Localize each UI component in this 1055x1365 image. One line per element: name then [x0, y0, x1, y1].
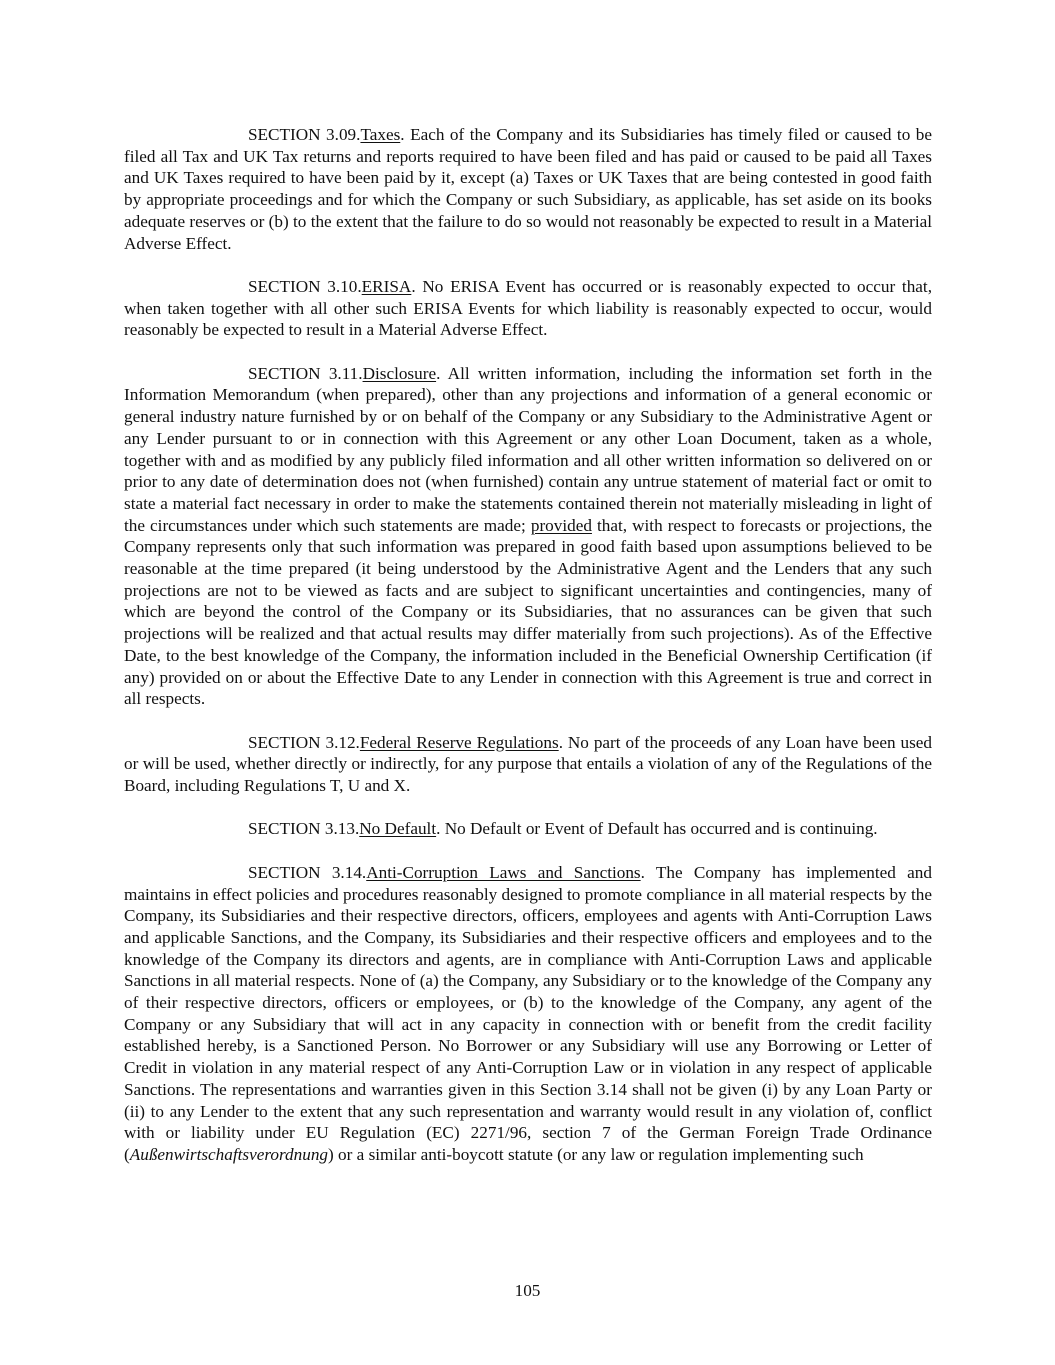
section-3-10	[124, 276, 932, 341]
defined-term-provided: provided	[530, 515, 592, 535]
section-number: SECTION 3.11.	[248, 363, 363, 383]
section-3-12	[124, 732, 932, 797]
section-3-11	[124, 363, 932, 710]
section-heading: Federal Reserve Regulations	[359, 732, 559, 752]
section-number: SECTION 3.13.	[248, 819, 360, 839]
section-body: . No Default or Event of Default has occurred and is continuing.	[436, 819, 878, 839]
section-heading: Disclosure	[362, 363, 437, 383]
section-body: . The Company has implemented and maintains in effect policies and procedures reasonably designed to promote compliance in all material respects by the Company, its Subsidiaries and their respective directors, officers, employees and agents with Anti-Corruption Laws and applicable Sanctions, and the Company, its Subsidiaries and their respective officers and employees and to the knowledge of the Company its directors and agents, are in compliance with Anti-Corruption Laws and applicable Sanctions in all material respects. None of (a) the Company, any Subsidiary or to the knowledge of the Company any of their respective directors, officers or employees, or (b) to the knowledge of the Company, any agent of the Company or any Subsidiary that will act in any capacity in connection with or benefit from the credit facility established hereby, is a Sanctioned Person. No Borrower or any Subsidiary will use any Borrowing or Letter of Credit in violation in any material respect of any Anti-Corruption Law or in violation in any respect of applicable Sanctions. The representations and warranties given in this Section 3.14 shall not be given (i) by any Loan Party or (ii) to any Lender to the extent that any such representation and warranty would result in any violation of, conflict with or liability under EU Regulation (EC) 2271/96, section 7 of the German Foreign Trade Ordinance (	[124, 862, 932, 1164]
section-3-13	[124, 818, 932, 840]
section-body-continued: ) or a similar anti-boycott statute (or any law or regulation implementing such	[328, 1144, 864, 1164]
document-page	[124, 124, 932, 1187]
section-body: . No part of the proceeds of any Loan have been used or will be used, whether directly or indirectly, for any purpose that entails a violation of any of the Regulations of the Board, including Regulations T, U and X.	[124, 732, 932, 796]
page-number: 105	[514, 1281, 541, 1300]
section-body: . All written information, including the information set forth in the Information Memorandum (when prepared), other than any projections and information of a general economic or general industry nature furnished by or on behalf of the Company or any Subsidiary to the Administrative Agent or any Lender pursuant to or in connection with this Agreement or any other Loan Document, taken as a whole, together with and as modified by any publicly filed information and all other written information so delivered on or prior to any date of determination does not (when furnished) contain any untrue statement of material fact or omit to state a material fact necessary in order to make the statements contained therein not materially misleading in light of the circumstances under which such statements are made;	[124, 363, 932, 535]
section-heading: No Default	[359, 819, 437, 839]
section-number: SECTION 3.09.	[248, 125, 361, 144]
section-3-09	[124, 124, 932, 254]
section-number: SECTION 3.10.	[248, 276, 362, 296]
section-heading: Taxes	[360, 125, 401, 144]
section-body: . No ERISA Event has occurred or is reasonably expected to occur that, when taken together with all other such ERISA Events for which liability is reasonably expected to occur, would reasonably be expected to result in a Material Adverse Effect.	[124, 276, 932, 340]
section-number: SECTION 3.12.	[248, 732, 360, 752]
section-body-continued: that, with respect to forecasts or projections, the Company represents only that such information was prepared in good faith based upon assumptions believed to be reasonable at the time prepared (it being understood by the Administrative Agent and the Lenders that any such projections are not to be viewed as facts and are subject to significant uncertainties and contingencies, many of which are beyond the control of the Company or its Subsidiaries, that no assurances can be given that such projections will be realized and that actual results may differ materially from such projections). As of the Effective Date, to the best knowledge of the Company, the information included in the Beneficial Ownership Certification (if any) provided on or about the Effective Date to any Lender in connection with this Agreement is true and correct in all respects.	[124, 515, 932, 709]
section-number: SECTION 3.14.	[248, 862, 367, 882]
section-3-14	[124, 862, 932, 1166]
italic-term: Außenwirtschaftsverordnung	[129, 1144, 329, 1164]
section-body: . Each of the Company and its Subsidiaries has timely filed or caused to be filed all Tax and UK Tax returns and reports required to have been filed and has paid or caused to be paid all Taxes and UK Taxes required to have been paid by it, except (a) Taxes or UK Taxes that are being contested in good faith by appropriate proceedings and for which the Company or such Subsidiary, as applicable, has set aside on its books adequate reserves or (b) to the extent that the failure to do so would not reasonably be expected to result in a Material Adverse Effect.	[124, 125, 932, 253]
section-heading: Anti-Corruption Laws and Sanctions	[366, 862, 641, 882]
section-heading: ERISA	[361, 276, 412, 296]
